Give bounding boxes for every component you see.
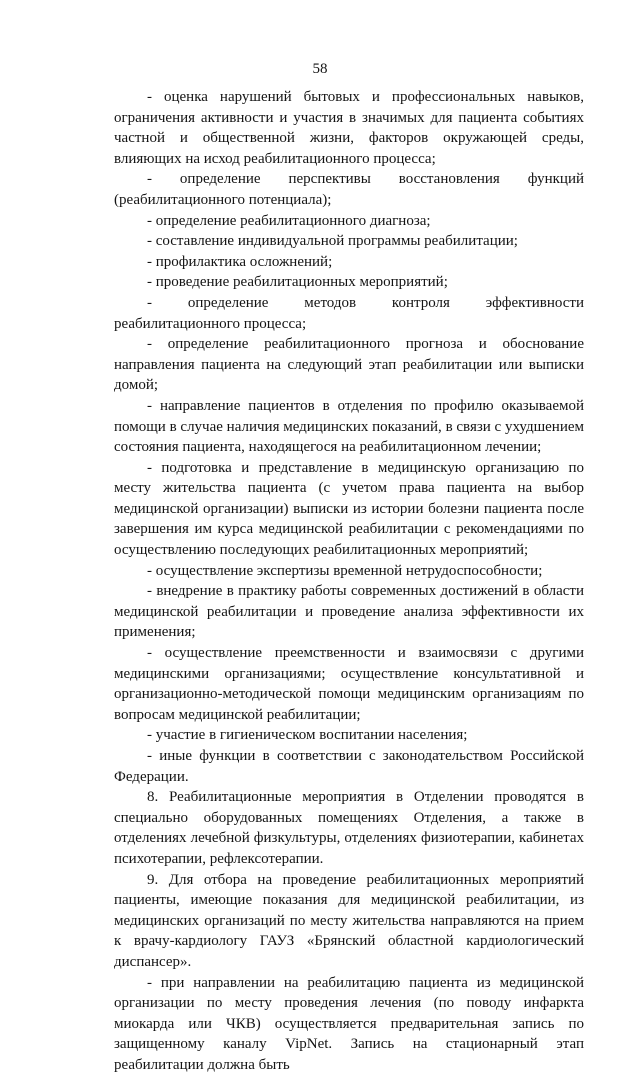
list-item-rehab-measures: - проведение реабилитационных мероприятий;: [147, 274, 448, 291]
list-item-innovation: - внедрение в практику работы современных достижений в области медицинской реабилитации и проведение анализа эффективности их применения;: [114, 583, 584, 641]
list-item-recovery-prospects: - определение перспективы восстановления функций (реабилитационного потенциала);: [114, 171, 584, 208]
list-item-diagnosis: - определение реабилитационного диагноза;: [147, 212, 431, 229]
list-item-control-methods: - определение методов контроля эффективности реабилитационного процесса;: [114, 294, 584, 332]
list-item-continuity: - осуществление преемственности и взаимосвязи с другими медицинскими организациями; осуществление консультативной и организационно-методической помощи медицинским организациям по вопросам медицинской реабилитации;: [114, 645, 584, 723]
list-item-assessment: - оценка нарушений бытовых и профессиональных навыков, ограничения активности и участия в значимых для пациента событиях частной и общественной жизни, факторов окружающей среды, влияющих на исход реабилитационного процесса;: [114, 89, 584, 167]
paragraph-9: 9. Для отбора на проведение реабилитационных мероприятий пациенты, имеющие показания для медицинской реабилитации, из медицинских организаций по месту жительства направляются на прием к врачу-кардиологу ГАУЗ «Брянский областной кардиологический диспансер».: [114, 871, 584, 970]
list-item-individual-program: - составление индивидуальной программы реабилитации;: [147, 233, 518, 250]
list-item-referral: - направление пациентов в отделения по профилю оказываемой помощи в случае наличия медицинских показаний, в связи с ухудшением состояния пациента, находящегося на реабилитационном лечении;: [114, 397, 584, 456]
list-item-vipnet-referral: - при направлении на реабилитацию пациента из медицинской организации по месту проведения лечения (по поводу инфаркта миокарда или ЧКВ) осуществляется предварительная запись по защищенному каналу VipNet. Запись на стационарный этап реабилитации должна быть: [114, 974, 584, 1073]
list-item-other-functions: - иные функции в соответствии с законодательством Российской Федерации.: [114, 748, 584, 785]
list-item-hygiene-education: - участие в гигиеническом воспитании населения;: [147, 727, 468, 744]
page-number: 58: [312, 61, 328, 77]
list-item-complications-prevention: - профилактика осложнений;: [147, 253, 333, 270]
paragraph-8: 8. Реабилитационные мероприятия в Отделении проводятся в специально оборудованных помещениях Отделения, а также в отделениях лечебной физкультуры, отделениях физиотерапии, кабинетах психотерапии, рефлексотерапии.: [114, 789, 584, 867]
list-item-disability-expertise: - осуществление экспертизы временной нетрудоспособности;: [147, 562, 543, 579]
list-item-discharge-summary: - подготовка и представление в медицинскую организацию по месту жительства пациента (с учетом права пациента на выбор медицинской организации) выписки из истории болезни пациента после завершения им курса медицинской реабилитации с рекомендациями по осуществлению последующих реабилитационных мероприятий;: [114, 459, 584, 559]
list-item-prognosis: - определение реабилитационного прогноза и обоснование направления пациента на следующий этап реабилитации или выписки домой;: [114, 336, 584, 394]
body-text: [114, 87, 584, 1076]
